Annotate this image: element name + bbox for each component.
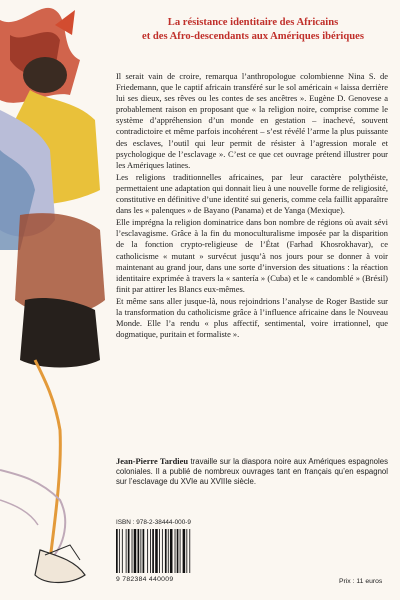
cover-illustration <box>0 0 110 600</box>
barcode-bar <box>175 529 176 573</box>
author-bio <box>116 457 388 488</box>
barcode-bar <box>162 529 163 573</box>
barcode-bar <box>134 529 137 573</box>
barcode-bar <box>177 529 179 573</box>
title-line-2: et des Afro-descendants aux Amériques ibériques <box>142 31 364 42</box>
summary-paragraph: Et même sans aller jusque-là, nous rejoindrions l’analyse de Roger Bastide sur la transformation du catholicisme grâce à l’influence africaine dans le Nouveau Monde. Elle l’a rendu « plus affectif, sentimental, voire irrationnel, que dogmatique, puritain et formaliste ». <box>116 295 388 340</box>
barcode-bar <box>165 529 167 573</box>
summary-paragraph: Elle imprégna la religion dominatrice dans bon nombre de régions où avait sévi l’esclavagisme. Grâce à la fin du monoculturalisme imposée par la disparition de la fonction crypto-religieuse de l’État (Farhad Khosrokhavar), ce catholicisme « mutant » survécut jusqu’à nos jours pour se donner à voir maintenant au grand jour, dans une sorte d’inversion des situations : la réaction identitaire exprimée à travers la « santería » (Cuba) et le « candomblé » (Brésil) finit par attirer les Blancs eux-mêmes. <box>116 217 388 294</box>
barcode <box>116 529 202 573</box>
barcode-bar <box>140 529 141 573</box>
barcode-bar <box>189 529 190 573</box>
barcode-bar <box>159 529 160 573</box>
barcode-bar <box>126 529 127 573</box>
author-name: Jean-Pierre Tardieu <box>116 457 189 466</box>
barcode-bar <box>180 529 181 573</box>
barcode-bar <box>122 529 123 573</box>
barcode-number: 9 782384 440009 <box>116 576 174 583</box>
title-line-1: La résistance identitaire des Africains <box>167 17 339 28</box>
barcode-bar <box>150 529 151 573</box>
summary-paragraph: Il serait vain de croire, remarqua l’anthropologue colombienne Nina S. de Friedemann, que le captif africain transféré sur le sol américain « laissa derrière lui ses dieux, ses rêves ou les contes de ses ancêtres ». Eugène D. Genovese a probablement raison en proposant que « la religion noire, comprise comme le système d’appréhension d’un monde en gestation – inachevé, souvent contradictoire et même parfois incohérent – s’est révélé l’arme la plus puissante des esclaves, l’outil qui leur permit de résister à l’agression morale et psychologique de l’esclavage ». C’est ce que cet ouvrage prétend illustrer pour les Amériques latines. <box>116 71 388 170</box>
author-bio-text: travaille sur la diaspora noire aux Amériques espagnoles coloniales. Il a publié de nombreux ouvrages tant en français qu’en espagnol sur l’esclavage du XVIe au XVIIIe siècle. <box>116 457 388 487</box>
barcode-bar <box>152 529 154 573</box>
barcode-bar <box>147 529 148 573</box>
barcode-bar <box>116 529 118 573</box>
barcode-bar <box>143 529 145 573</box>
barcode-bar <box>183 529 186 573</box>
barcode-bar <box>186 529 187 573</box>
barcode-bar <box>119 529 120 573</box>
barcode-bar <box>170 529 173 573</box>
back-cover-title <box>118 16 388 44</box>
barcode-bar <box>155 529 158 573</box>
summary-paragraph: Les religions traditionnelles africaines, par leur caractère polythéiste, permettaient une adaptation qui donnait lieu à une nouvelle forme de religiosité, constitutive en définitive d’une identité sui generis, comme cela faillit apparaître dans les « palenques » de Bayano (Panama) et de Yanga (Mexique). <box>116 171 389 216</box>
barcode-bar <box>128 529 130 573</box>
summary-text <box>116 71 388 341</box>
barcode-bar <box>168 529 169 573</box>
barcode-bar <box>138 529 140 573</box>
isbn-label: ISBN : 978-2-38444-000-9 <box>116 519 191 526</box>
barcode-bar <box>132 529 133 573</box>
price-label: Prix : 11 euros <box>339 578 383 585</box>
